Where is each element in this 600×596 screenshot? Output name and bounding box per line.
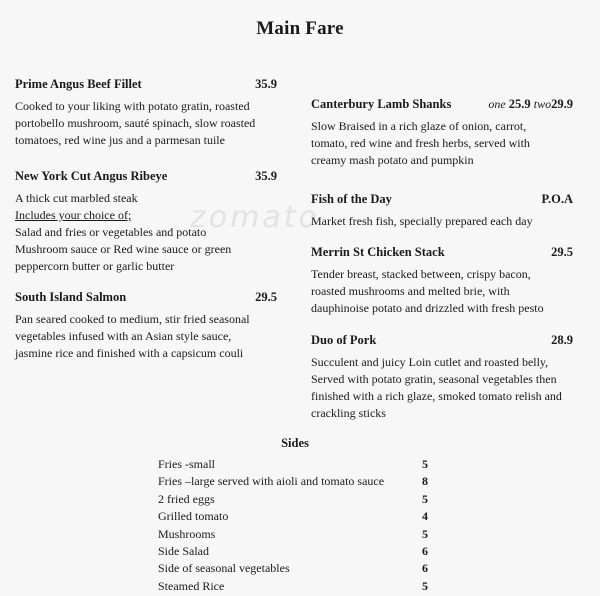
item-description — [15, 98, 277, 149]
desc-line: Market fresh fish, specially prepared each day — [311, 214, 533, 228]
side-price: 6 — [422, 543, 428, 558]
desc-line: crackling sticks — [311, 406, 386, 420]
item-description — [15, 190, 277, 275]
side-item — [158, 527, 438, 544]
desc-line: Mushroom sauce or Red wine sauce or green — [15, 242, 232, 256]
desc-line: jasmine rice and finished with a capsicum couli — [15, 346, 244, 360]
item-price: 28.9 — [551, 333, 573, 347]
menu-item-salmon — [15, 290, 277, 362]
price-two: 29.9 — [551, 97, 573, 111]
menu-item-duo-of-pork — [311, 333, 573, 422]
desc-line: portobello mushroom, sauté spinach, slow roasted — [15, 116, 256, 130]
side-price: 5 — [422, 526, 428, 541]
side-price: 5 — [422, 457, 428, 471]
item-name: Fish of the Day — [311, 192, 392, 206]
side-name: Side Salad — [158, 543, 209, 558]
desc-line: Pan seared cooked to medium, stir fried seasonal — [15, 312, 250, 326]
item-name: Canterbury Lamb Shanks — [311, 97, 452, 111]
price-one: 25.9 — [508, 97, 531, 111]
item-description — [311, 213, 573, 230]
side-price: 4 — [422, 509, 428, 524]
side-price: 5 — [422, 578, 428, 593]
item-name: Merrin St Chicken Stack — [311, 245, 445, 259]
desc-line: tomato, red wine and fresh herbs, served with — [311, 136, 530, 150]
side-name: Steamed Rice — [158, 578, 225, 593]
item-name: Prime Angus Beef Fillet — [15, 77, 142, 91]
sides-heading: Sides — [281, 436, 309, 450]
item-price: 29.5 — [255, 290, 277, 304]
side-price: 5 — [422, 491, 428, 506]
item-price: 35.9 — [255, 77, 277, 91]
side-price: 8 — [422, 474, 428, 489]
price-one-label: one — [488, 97, 506, 111]
watermark: zomato — [190, 200, 320, 235]
side-item — [158, 474, 438, 491]
item-description — [311, 354, 573, 422]
side-name: Fries -small — [158, 457, 215, 471]
desc-line: Cooked to your liking with potato gratin, roasted — [15, 99, 250, 113]
side-price: 6 — [422, 561, 428, 576]
menu-item-ribeye — [15, 169, 277, 275]
side-item — [158, 544, 438, 561]
item-name: New York Cut Angus Ribeye — [15, 169, 168, 183]
desc-line: roasted mushrooms and melted brie, with — [311, 284, 510, 298]
desc-line: Succulent and juicy Loin cutlet and roasted belly, — [311, 355, 549, 369]
side-name: Grilled tomato — [158, 509, 229, 524]
menu-item-beef-fillet — [15, 77, 277, 149]
menu-item-lamb-shanks — [311, 97, 573, 169]
sides-list — [158, 457, 438, 596]
side-name: Fries –large served with aioli and tomato sauce — [158, 474, 385, 489]
desc-line: Slow Braised in a rich glaze of onion, carrot, — [311, 119, 527, 133]
side-name: 2 fried eggs — [158, 491, 215, 506]
side-name: Side of seasonal vegetables — [158, 561, 290, 576]
item-price: 35.9 — [255, 169, 277, 183]
desc-line: peppercorn butter or garlic butter — [15, 259, 175, 273]
item-name: South Island Salmon — [15, 290, 127, 304]
desc-line: Tender breast, stacked between, crispy bacon, — [311, 267, 531, 281]
item-price: P.O.A — [541, 192, 573, 206]
desc-line: creamy mash potato and pumpkin — [311, 153, 474, 167]
side-item — [158, 561, 438, 578]
menu-item-chicken-stack — [311, 245, 573, 317]
desc-line: vegetables infused with an Asian style sauce, — [15, 329, 232, 343]
side-item — [158, 492, 438, 509]
menu-item-fish-of-the-day — [311, 192, 573, 230]
desc-line: dauphinoise potato and drizzled with fresh pesto — [311, 301, 544, 315]
side-name: Mushrooms — [158, 526, 216, 541]
desc-line: Served with potato gratin, seasonal vegetables then — [311, 372, 557, 386]
item-price: 29.5 — [551, 245, 573, 259]
item-description — [311, 118, 573, 169]
page-title: Main Fare — [256, 18, 344, 39]
side-item — [158, 579, 438, 596]
desc-line: A thick cut marbled steak — [15, 191, 138, 205]
item-description — [311, 266, 573, 317]
desc-line-underlined: Includes your choice of; — [15, 208, 132, 222]
desc-line: Salad and fries or vegetables and potato — [15, 225, 207, 239]
side-item — [158, 457, 438, 474]
item-description — [15, 311, 277, 362]
side-item — [158, 509, 438, 526]
item-name: Duo of Pork — [311, 333, 377, 347]
item-price-options — [488, 97, 573, 112]
desc-line: finished with a rich glaze, smoked tomato relish and — [311, 389, 562, 403]
desc-line: tomatoes, red wine jus and a parmesan tuile — [15, 133, 225, 147]
price-two-label: two — [533, 97, 552, 111]
